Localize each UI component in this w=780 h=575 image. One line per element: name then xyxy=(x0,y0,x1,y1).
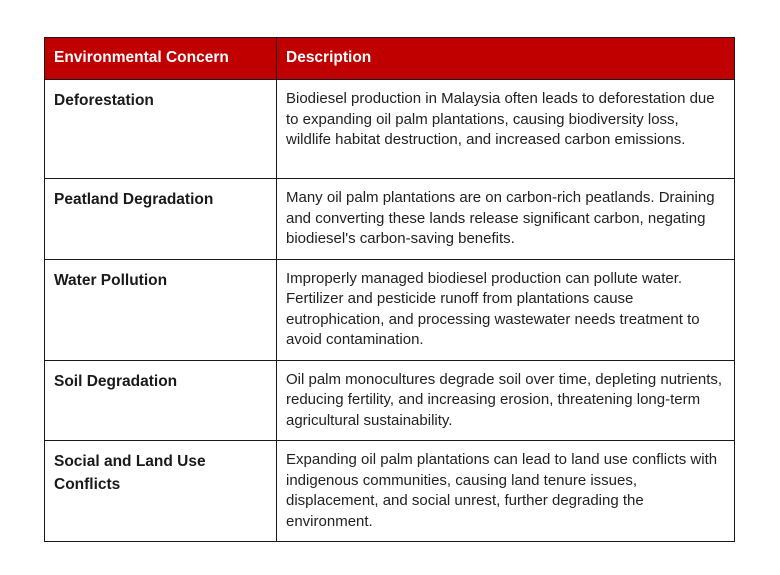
description-cell: Expanding oil palm plantations can lead to land use conflicts with indigenous communities, causing land tenure issues, displacement, and social unrest, further degrading the environment. xyxy=(277,441,735,542)
concern-cell: Soil Degradation xyxy=(45,360,277,441)
header-description: Description xyxy=(277,38,735,80)
description-cell: Biodiesel production in Malaysia often leads to deforestation due to expanding oil palm plantations, causing biodiversity loss, wildlife habitat destruction, and increased carbon emissions. xyxy=(277,80,735,179)
table-row xyxy=(45,80,735,179)
header-environmental-concern: Environmental Concern xyxy=(45,38,277,80)
concern-cell: Social and Land Use Conflicts xyxy=(45,441,277,542)
concern-cell: Deforestation xyxy=(45,80,277,179)
description-cell: Improperly managed biodiesel production can pollute water. Fertilizer and pesticide runoff from plantations cause eutrophication, and processing wastewater needs treatment to avoid contamination. xyxy=(277,259,735,360)
table-row xyxy=(45,259,735,360)
table-row xyxy=(45,360,735,441)
table-row xyxy=(45,179,735,260)
description-cell: Many oil palm plantations are on carbon-rich peatlands. Draining and converting these lands release significant carbon, negating biodiesel's carbon-saving benefits. xyxy=(277,179,735,260)
table-header-row xyxy=(45,38,735,80)
concern-cell: Peatland Degradation xyxy=(45,179,277,260)
environmental-concerns-table xyxy=(44,37,735,542)
concern-cell: Water Pollution xyxy=(45,259,277,360)
table-row xyxy=(45,441,735,542)
description-cell: Oil palm monocultures degrade soil over time, depleting nutrients, reducing fertility, and increasing erosion, threatening long-term agricultural sustainability. xyxy=(277,360,735,441)
